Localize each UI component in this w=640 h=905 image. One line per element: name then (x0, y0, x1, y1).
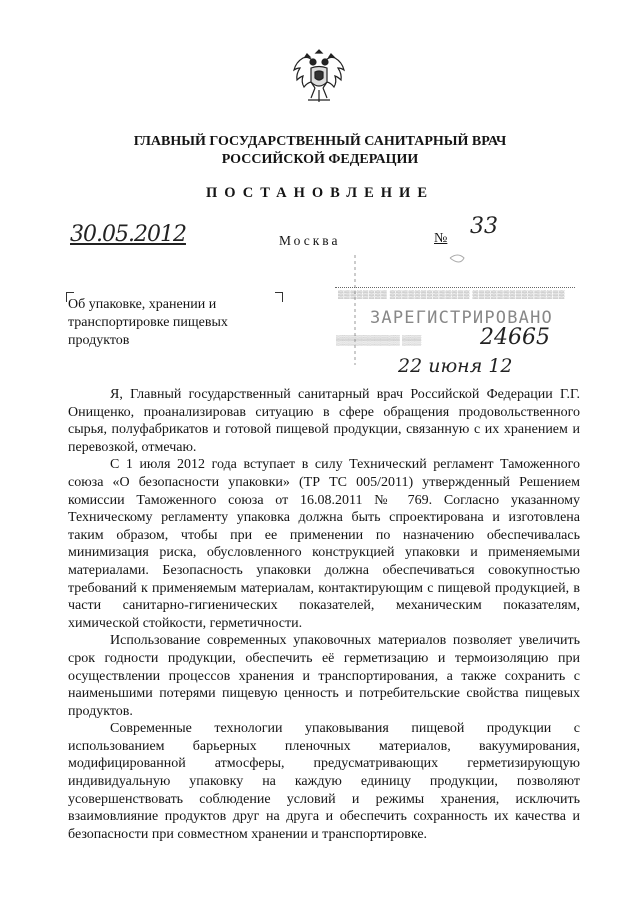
document-body (68, 386, 580, 843)
stamp-registration-number: 24665 (480, 325, 550, 350)
subject-line: Об упаковке, хранении и (68, 297, 217, 312)
body-paragraph: Я, Главный государственный санитарный врач Российской Федерации Г.Г. Онищенко, проанализировав ситуацию в сфере обращения продовольственного сырья, полуфабрикатов и готовой пищевой продукции, связанную с их хранением и перевозкой, отмечаю. (68, 387, 580, 455)
subject-line: транспортировке пищевых (68, 315, 228, 330)
number-label: № (434, 231, 448, 246)
subject-line: продуктов (68, 333, 130, 348)
stamp-reg-label: ▒▒▒▒▒▒▒▒▒▒ ▒▒▒ (336, 335, 422, 345)
authority-line-2: РОССИЙСКОЙ ФЕДЕРАЦИИ (221, 152, 419, 167)
document-number: 33 (470, 214, 498, 239)
body-paragraph: Использование современных упаковочных материалов позволяет увеличить срок годности продукции, обеспечить её герметизацию и термоизоляцию при осуществлении процессов хранения и транспортирования, а также сохранить с наименьшими потерями пищевую ценность и потребительские свойства пищевых продуктов. (68, 633, 580, 719)
document-city: Москва (279, 233, 341, 248)
stamp-registration-date: 22 июня 12 (398, 355, 513, 377)
stamp-status: ЗАРЕГИСТРИРОВАНО (370, 308, 553, 328)
coat-of-arms-icon (290, 44, 348, 106)
stamp-divider (335, 287, 575, 289)
authority-heading (60, 133, 580, 169)
stamp-organization: ▒▒▒▒▒▒▒▒ ▒▒▒▒▒▒▒▒▒▒▒▒▒ ▒▒▒▒▒▒▒▒▒▒▒▒▒▒▒ (338, 290, 566, 299)
authority-line-1: ГЛАВНЫЙ ГОСУДАРСТВЕННЫЙ САНИТАРНЫЙ ВРАЧ (133, 134, 507, 149)
document-title: ПОСТАНОВЛЕНИЕ (205, 185, 434, 201)
body-paragraph: С 1 июля 2012 года вступает в силу Технический регламент Таможенного союза «О безопасности упаковки» (ТР ТС 005/2011) утвержденный Решением комиссии Таможенного союза от 16.08.2011 № 769. Согласно указанному Техническому регламенту упаковка должна быть спроектирована и изготовлена таким образом, чтобы при ее применении по назначению обеспечивалась минимизация риска, обусловленного конструкцией упаковки и применяемыми материалами. Безопасность упаковки должна обеспечиваться совокупностью требований к применяемым материалам, контактирующим с пищевой продукцией, в части санитарно-гигиенических показателей, механическим показателям, химической стойкости, герметичности. (68, 457, 580, 631)
document-subject (68, 296, 283, 350)
body-paragraph: Современные технологии упаковывания пищевой продукции с использованием барьерных пленочных материалов, вакуумирования, модифицированной атмосферы, предусматривающих герметизирующую индивидуальную упаковку на каждую единицу продукции, позволяют усовершенствовать соблюдение условий и режимы хранения, исключить взаимовлияние продуктов друг на друга и обеспечить сохранность их качества и безопасности при совместном хранении и транспортировке. (68, 721, 580, 842)
document-date: 30.05.2012 (70, 222, 186, 247)
